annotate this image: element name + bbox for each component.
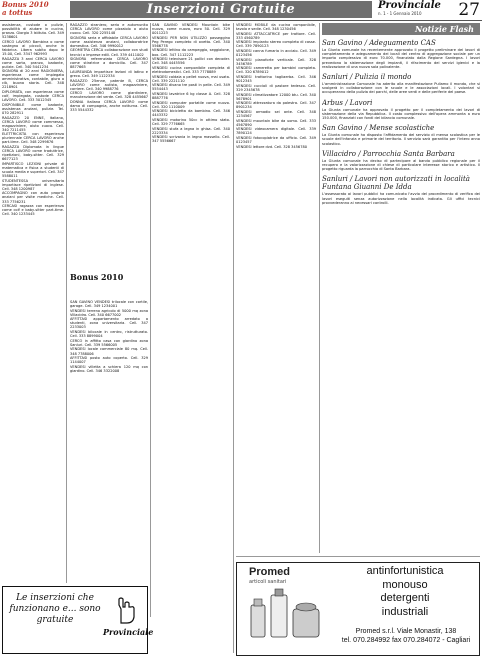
section-banner: Inserzioni Gratuite <box>70 1 372 18</box>
classified-ad: VENDESI armadio sei ante. Cell. 348 1234567 <box>236 109 316 118</box>
classified-ad: VENDESI bilocale in centro, ristrutturato. Cell. 333 8899004 <box>70 330 148 339</box>
classified-ad: VENDESI bicicletta da bambino. Cell. 346 4443332 <box>152 109 230 118</box>
classified-ad: VENDESI attrezzatura da palestra. Cell. 347 8901234 <box>236 101 316 110</box>
news-item <box>322 99 480 121</box>
news-headline: Arbus / Lavori <box>322 98 373 107</box>
classified-ad: CERCO LAVORO Bambina o come sostegno ai piccoli, anche in fabbrica. Libera subito dopo le 15.00, Cell. 3347 962993 <box>2 39 64 56</box>
news-headline: Villacidro / Parrocchia Santa Barbara <box>322 149 455 158</box>
news-body: La Giunta comunale ha deciso di partecipare al bando pubblico regionale per il recupero e la valorizzazione di chiese di particolare interesse storico e artistico. Il progetto riguarda la parrocchia di Santa Barbara. <box>322 158 480 172</box>
news-item <box>322 175 480 205</box>
slogan-line-1: antinfortunistica <box>366 565 444 577</box>
classified-ad: SIGNORA di 20 anni RAGIONIERA, esperienza come impiegata amministrativa, contabile, giura a ciò, buona storia. Cell. 348 2218901 <box>2 69 64 90</box>
page-header <box>0 0 482 20</box>
classified-ad: ACCOMPAGNO con auto propria anziani per visite mediche. Cell. 333 7756231 <box>2 191 64 204</box>
news-body: L'amministrazione Comunale ha aderito alla manifestazione Puliamo il mondo, che si svolgerà in collaborazione con le scuole e le associazioni locali. I volontari si occuperanno della pulizia dei parchi, delle aree verdi e delle periferie del paese. <box>322 82 480 95</box>
classified-ad: AFFITTASI posto auto coperto. Cell. 329 1144007 <box>70 356 148 365</box>
classified-ad: CERCO LAVORO come giardiniere, manutenzione del verde. Cell. 328 4455667 <box>70 91 148 100</box>
classified-ad: VENDESI stufa a legna in ghisa. Cell. 340 2223334 <box>152 126 230 135</box>
contact-phone: tel. 070.284992 fax 070.284072 - Cagliari <box>341 637 471 644</box>
promo-slogan: Le inserzioni che funzionano e... sono gratuite <box>9 593 101 625</box>
news-body: La Giunta comunale ha recentemente approvato il progetto preliminare dei lavori di completamento e adeguamento dei locali del centro di aggregazione sociale per un importo complessivo di euro 70.000, finanziato dalla Regione Sardegna. I lavori prevedono la sistemazione degli impianti, il rifacimento dei servizi igienici e la realizzazione di una nuova sala polivalente. <box>322 48 480 69</box>
classified-ad: RAGAZZA Diplomata in lingue CERCA LAVORO come traduttrice, ripetizioni, baby-sitter. Cell. 329 6677123 <box>2 145 64 162</box>
column-divider <box>150 23 151 617</box>
classified-ad: AFFITTASI appartamento arredato a studenti, zona universitaria. Cell. 347 2233003 <box>70 317 148 330</box>
column-divider <box>233 23 234 653</box>
classified-ad: VENDESI lettino da campeggio, seggiolone, box. Cell. 347 1112223 <box>152 48 230 57</box>
news-body: La Giunta comunale ha disposto l'affidamento del servizio di mensa scolastica per le scuole dell'infanzia e primarie del territorio. Il servizio sarà garantito per l'intero anno scolastico. <box>322 133 480 146</box>
slogan-line-2: monouso <box>382 578 428 591</box>
product-image-icon <box>247 585 325 641</box>
classified-ad: SAN GAVINO VENDESI trilocale con cortile, garage. Cell. 349 1234001 <box>70 300 148 309</box>
classified-ad: DISPONIBILE come badante, assistenza anziani, pulizie. Tel. 070 282911 <box>2 102 64 115</box>
classified-ad: VENDESI impianto stereo completo di casse. Cell. 339 7890123 <box>236 40 316 49</box>
classifieds-column-4 <box>236 23 316 641</box>
classified-ad: VENDESI villetta a schiera 120 mq con giardino. Cell. 346 3322008 <box>70 364 148 373</box>
classified-ad: VENDESI scrivania in legno massello. Cell. 347 5556667 <box>152 135 230 144</box>
classified-ad: DONNA italiana CERCA LAVORO come dama di compagnia, anche notturna. Cell. 333 5544332 <box>70 100 148 113</box>
bonus-line-1: Bonus 2010 <box>2 0 49 9</box>
classified-ad: CERCO in affitto casa con giardino zona Sanluri. Cell. 339 5566005 <box>70 338 148 347</box>
classified-ad: VENDESI cuccioli di pastore tedesco. Cell. 329 2345678 <box>236 83 316 92</box>
slogan-line-4: industriali <box>381 605 429 618</box>
classified-ad: SIGNORA seria e affidabile CERCA LAVORO come assistenza anziani, collaboratrice domestica. Cell. 346 9990012 <box>70 35 148 48</box>
promed-tagline: articoli sanitari <box>249 579 287 585</box>
header-rule <box>0 20 482 21</box>
promed-logo: Promed <box>249 566 290 578</box>
classified-ad: DIPLOMATA, con esperienza come colf, impiegata, custode CERCA LAVORO. Cell. 333 3012345 <box>2 90 64 103</box>
classified-ad: RAGAZZA 3 anni CERCA LAVORO come sarta, pranzo, badante, pulizie. Cell. 340 5441234 <box>2 56 64 69</box>
slogan-line-3: detergenti <box>380 592 430 604</box>
bonus-promo-text <box>70 272 148 298</box>
column-divider <box>319 23 320 553</box>
classified-ad: VENDESI televisore 21 pollici con decoder. Cell. 348 4445556 <box>152 57 230 66</box>
classified-ad: VENDESI canna fumaria in acciaio. Cell. 349 0123456 <box>236 49 316 58</box>
news-body: L'assessorato ai lavori pubblici ha comunicato l'avvio del procedimento di verifica dei lavori eseguiti senza autorizzazione nella località indicata. Gli uffici tecnici provvederanno ai necessari controlli. <box>322 192 480 205</box>
news-body: La Giunta comunale ha approvato il progetto per il completamento dei lavori di sistemazione della via Repubblica. Il costo complessivo dell'opera ammonta a euro 150.000, finanziati con fondi del bilancio comunale. <box>322 107 480 121</box>
classified-ad: STUDENTESSA universitaria impartisce ripetizioni di inglese. Cell. 348 1200987 <box>2 178 64 191</box>
issue-date: n. 1 - 1 Gennaio 2010 <box>378 11 422 16</box>
classifieds-column-2 <box>70 23 148 291</box>
news-item <box>322 124 480 146</box>
news-flash-title: Notizie Flash <box>322 23 480 35</box>
classified-ad: ELETTRICISTA con esperienza pluriennale CERCA LAVORO anche part-time. Cell. 348 2299876 <box>2 132 64 145</box>
bonus-title <box>2 1 64 19</box>
classified-ad: VENDESI PER NON UTILIZZO passeggino Peg Perego completo di ovetto. Cell. 340 5566778 <box>152 35 230 48</box>
news-item <box>322 150 480 172</box>
classified-ad: VENDESI caldaia a pellet nuova, mai usata. Cell. 339 2221110 <box>152 74 230 83</box>
classified-ad: RAGAZZO 20 ENNE, italiano, CERCA LAVORO come commesso, magazziniere, aiuto cuoco. Cell. 340 7211455 <box>2 115 64 132</box>
classified-ad: CERCASI ragazza con esperienza come colf e baby-sitter part-time. Cell. 340 1233445 <box>2 204 64 217</box>
classifieds-column-3 <box>152 23 230 615</box>
news-headline: San Gavino / Adeguamento CAS <box>322 39 436 47</box>
classified-ad: SIGNORA referenziata CERCA LAVORO come stiratrice a domicilio. Cell. 347 8877665 <box>70 57 148 70</box>
classified-ad: VENDESI trattorino tagliaerba. Cell. 346 9012345 <box>236 75 316 84</box>
classified-ad: VENDESI motorino 50cc in ottimo stato. Cell. 329 7776665 <box>152 117 230 127</box>
ad-divider <box>236 556 480 557</box>
classified-ad: RAGAZZO 25enne, patente B, CERCA LAVORO come autista, magazziniere, corriere. Cell. 340 9988776 <box>70 78 148 91</box>
news-headline: Sanluri / Pulizia il mondo <box>322 73 412 82</box>
classified-ad: VENDESI videocamera digitale. Cell. 339 7890124 <box>236 127 316 136</box>
inserzioni-promo-box <box>2 586 154 654</box>
news-headline: San Gavino / Mense scolastiche <box>322 124 435 133</box>
classified-ad: LAUREANDA impartisce lezioni di latino e greco. Cell. 349 1122334 <box>70 69 148 78</box>
news-item <box>322 73 480 95</box>
classified-ad: VENDESI divano tre posti in pelle. Cell. 349 5554443 <box>152 83 230 92</box>
newspaper-logo: Provinciale <box>378 0 441 11</box>
classified-ad: VENDESI computer portatile come nuovo. Cell. 320 1110009 <box>152 100 230 109</box>
classified-ad: VENDESI mountain bike da uomo. Cell. 333 4567890 <box>236 118 316 127</box>
classified-ad: assistenza, custode o pulizie, possibilità di aiutare in cucina, pranzo. Giorgio 3 Istituto. Cell. 349 5238601 <box>2 23 64 40</box>
page-number: 27 <box>458 0 480 20</box>
classified-ad: VENDESI terreno agricolo di 5000 mq zona Villacidro. Cell. 340 6677002 <box>70 308 148 317</box>
classified-ad: IMPARTISCO LEZIONI private di matematica e fisica a studenti di scuola media e superiori. Cell. 347 5588011 <box>2 161 64 179</box>
classified-ad: VENDESI ATTACCATRICE per trattore. Cell. 333 4560789 <box>236 31 316 40</box>
classified-ad: RAGAZZO straniero, serio e automunito CERCA LAVORO come pizzaiolo o aiuto cuoco. Cell. 320 2255148 <box>70 23 148 36</box>
promed-contact <box>333 627 479 645</box>
classified-ad: VENDESI climatizzatore 12000 btu. Cell. 340 5678901 <box>236 92 316 101</box>
classified-ad: VENDESI fotocopiatrice da ufficio. Cell. 349 0123457 <box>236 135 316 144</box>
classifieds-column-1 <box>2 23 64 585</box>
classified-ad: GEOMETRA CERCA collaborazione con studi tecnici o imprese edili. Cell. 339 4411002 <box>70 48 148 57</box>
promed-slogan <box>333 565 477 619</box>
bonus-promo-line: Bonus 2010 <box>70 272 124 282</box>
classified-ad: VENDESI lavatrice 6 kg classe A. Cell. 328 8887776 <box>152 91 230 100</box>
classified-ad: VENDESI lettore dvd. Cell. 328 3456780 <box>236 144 307 149</box>
pointing-hand-icon <box>113 595 137 625</box>
classified-ad: VENDESI pianoforte verticale. Cell. 328 3456789 <box>236 57 316 66</box>
promed-advertisement[interactable] <box>236 562 480 656</box>
news-flash-panel <box>322 23 480 555</box>
classified-ad: SAN GAVINO VENDESI Mountain bike nuova, come nuova, euro 50. Cell. 329 0011223 <box>152 23 230 36</box>
news-headline: Sanluri / Lavori non autorizzati in località Funtana Giuanni De Idda <box>322 175 470 192</box>
column-divider <box>66 23 67 583</box>
classified-ad: VENDESI MOBILE da cucina componibile, tavolo e sedie. Cell. 348 1230456 <box>236 23 316 32</box>
newspaper-masthead <box>378 1 450 19</box>
promo-logo: Provinciale <box>103 627 154 637</box>
classified-ad: VENDESI cucina componibile completa di elettrodomestici. Cell. 333 7778889 <box>152 65 230 74</box>
news-item <box>322 39 480 69</box>
contact-address: Promed s.r.l. Viale Monastir, 138 <box>355 628 457 635</box>
classified-ad: VENDESI cameretta per bambini completa. Cell. 320 6789012 <box>236 66 316 75</box>
classified-ad: VENDESI locale commerciale 80 mq. Cell. 348 7788006 <box>70 347 148 356</box>
bonus-line-2: a tottus <box>2 8 33 17</box>
classifieds-column-2b <box>70 300 148 620</box>
